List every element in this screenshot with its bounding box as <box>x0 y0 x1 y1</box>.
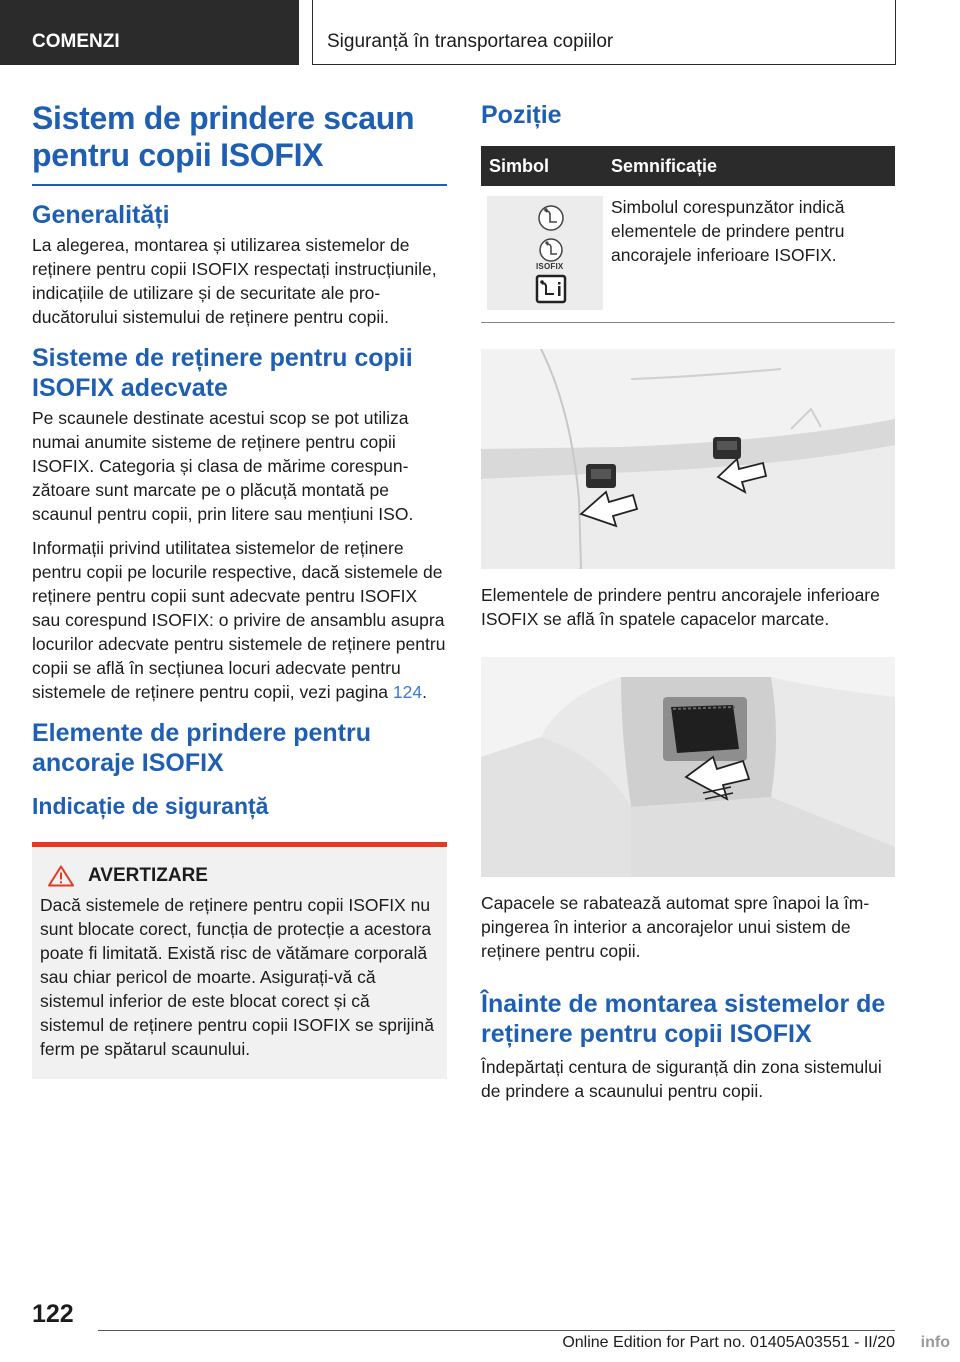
column-header-meaning: Semnificație <box>603 146 895 186</box>
caption-anchors: Elementele de prindere pentru ancorajele inferioare ISOFIX se află în spatele capacelor marcate. <box>481 585 880 629</box>
symbol-table-header <box>481 146 895 186</box>
suitable-text-body: Informații privind utilitatea sistemelor de reținere pentru copii pe locurile respective, dacă sistemele de reținere pentru copii sunt adecvate pentru ISOFIX sau corespund ISOFIX: o privire de ansamblu asupra locurilor adecvate pentru sistemele de reținere pentru copii se află în secțiunea locuri adecvate pentru sistemele de reținere pentru copii, vezi pagina <box>32 538 446 702</box>
right-column <box>481 100 895 1103</box>
topic-label: Siguranță în transportarea copiilor <box>312 0 896 65</box>
table-row <box>481 186 895 323</box>
section-heading-general: Generalități <box>32 201 170 229</box>
subheading-safety: Indicație de siguranță <box>32 793 269 819</box>
isofix-symbols <box>487 196 603 310</box>
warning-triangle-icon <box>48 865 74 887</box>
section-heading-anchors: Elemente de prindere pentru ancoraje ISOFIX <box>32 719 371 777</box>
footer-divider <box>98 1330 895 1331</box>
warning-label: AVERTIZARE <box>88 865 208 886</box>
watermark: info <box>920 1334 950 1351</box>
photo-isofix-anchors <box>481 349 895 569</box>
section-text-suitable-1: Pe scaunele destinate acestui scop se pot utiliza numai anumite sisteme de reținere pentru copii ISOFIX. Categoria și clasa de mărime corespunzătoare sunt marcate pe o plăcuță montată pe scaunul pentru copii, prin litere sau mențiuni ISO. <box>32 408 414 524</box>
warning-box <box>32 842 447 1079</box>
section-text-general: La alegerea, montarea și utilizarea sistemelor de reținere pentru copii ISOFIX respectați instrucțiunile, indicațiile de utilizare și de securitate ale producătorului sistemului de reținere pentru copii. <box>32 235 437 327</box>
isofix-seat-icon <box>487 196 603 310</box>
section-text-before-mounting: Îndepărtați centura de siguranță din zona sistemului de prindere a scaunului pentru copii. <box>481 1057 882 1101</box>
caption-cover-flap: Capacele se rabatează automat spre înapoi la împingerea în interior a ancorajelor unui sistem de reținere pentru copii. <box>481 893 870 961</box>
page-header <box>0 0 960 65</box>
section-heading-suitable: Sisteme de reținere pentru copii ISOFIX adecvate <box>32 344 413 402</box>
left-column <box>32 100 447 1079</box>
warning-header <box>40 865 435 887</box>
column-header-symbol: Simbol <box>481 146 603 186</box>
chapter-label: COMENZI <box>0 0 299 65</box>
page-title: Sistem de prindere scaun pentru copii ISOFIX <box>32 100 447 186</box>
photo-cover-flap <box>481 657 895 877</box>
symbol-cell <box>481 186 603 323</box>
symbol-table <box>481 146 895 323</box>
seat-anchor-illustration <box>481 349 895 569</box>
section-heading-before-mounting: Înainte de montarea sistemelor de reținere pentru copii ISOFIX <box>481 990 886 1048</box>
suitable-text-end: . <box>422 682 427 702</box>
isofix-symbol-label: ISOFIX <box>536 262 564 271</box>
section-heading-position: Poziție <box>481 101 562 129</box>
section-text-suitable-2 <box>32 536 447 704</box>
warning-text: Dacă sistemele de reținere pentru copii ISOFIX nu sunt blocate corect, funcția de protecție a acestora poate fi limitată. Există risc de vătămare corporală sau chiar pericol de moarte. Asigurați-vă că sistemul inferior de este blocat corect și că sistemul de reținere pentru copii ISOFIX se sprijină ferm pe spătarul scaunului. <box>40 895 434 1059</box>
cover-flap-illustration <box>481 657 895 877</box>
page-link-124[interactable]: 124 <box>392 682 423 702</box>
meaning-cell: Simbolul corespunzător indică elementele de prindere pentru ancorajele inferioare ISOFIX. <box>603 186 895 323</box>
page-number: 122 <box>32 1300 74 1328</box>
edition-label: Online Edition for Part no. 01405A03551 - II/20 <box>562 1334 895 1351</box>
